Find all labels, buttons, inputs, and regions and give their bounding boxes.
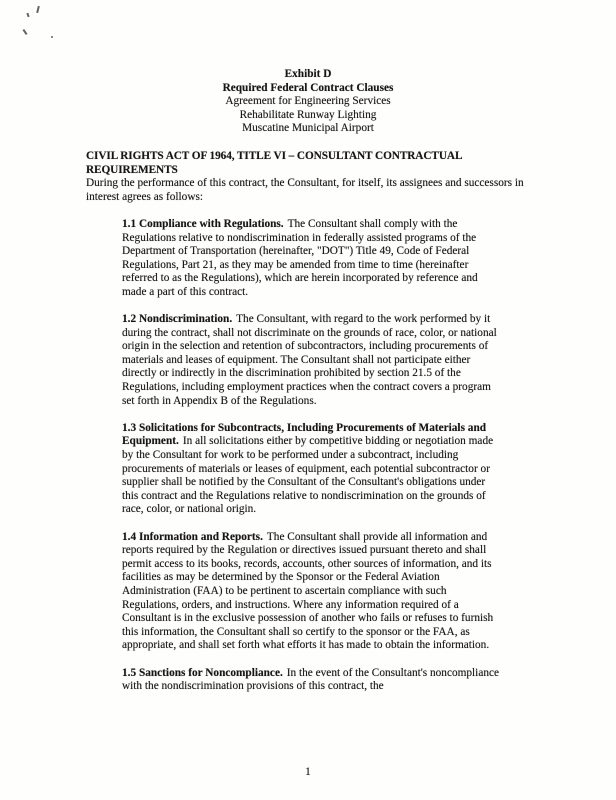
clause-lead: 1.1 Compliance with Regulations.: [122, 217, 284, 230]
clause-lead: 1.3 Solicitations for Subcontracts, Including Procurements of Materials and Equipment.: [122, 421, 487, 448]
scan-artifact-mark: [26, 13, 29, 17]
header-location-line: Muscatine Municipal Airport: [242, 122, 374, 135]
clause-lead: 1.2 Nondiscrimination.: [122, 313, 233, 326]
clause-paragraph: [122, 531, 530, 653]
clause-paragraph: [122, 667, 530, 694]
clause-text: In all solicitations either by competitive bidding or negotiation made by the Consultant for work to be performed under a subcontract, including procurements of materials or leases of equipment, each potential subcontractor or supplier shall be notified by the Consultant of the Consultant's obligations under this contract and the Regulations relative to nondiscrimination on the grounds of race, color, or national origin.: [122, 435, 494, 516]
clause-text: The Consultant shall comply with the Regulations relative to nondiscrimination in federally assisted programs of the Department of Transportation (hereinafter, "DOT") Title 49, Code of Federal Regulations, Part 21, as they may be amended from time to time (hereinafter referred to as the Regulations), which are herein incorporated by reference and made a part of this contract.: [122, 217, 478, 298]
scan-artifact-mark: [22, 29, 27, 35]
page-number: 1: [305, 766, 311, 779]
clauses-list: [86, 218, 530, 694]
clause-text: The Consultant shall provide all information and reports required by the Regulation or directives issued pursuant thereto and shall permit access to its books, records, accounts, other sources of information, and its facilities as may be determined by the Sponsor or the Federal Aviation Administration (FAA) to be pertinent to ascertain compliance with such Regulations, orders, and instructions. Where any information required of a Consultant is in the exclusive possession of another who fails or refuses to furnish this information, the Consultant shall so certify to the sponsor or the FAA, as appropriate, and shall set forth what efforts it has made to obtain the information.: [122, 530, 494, 652]
header-exhibit-title: Exhibit D: [284, 68, 332, 80]
clause-lead: 1.4 Information and Reports.: [122, 530, 263, 543]
clause-text: The Consultant, with regard to the work performed by it during the contract, shall not discriminate on the grounds of race, color, or national origin in the selection and retention of subcontractors, including procurements of materials and leases of equipment. The Consultant shall not participate either directly or indirectly in the discrimination prohibited by section 21.5 of the Regulations, including employment practices when the contract covers a program set forth in Appendix B of the Regulations.: [122, 313, 497, 407]
clause-lead: 1.5 Sanctions for Noncompliance.: [122, 666, 283, 679]
clause-text: In the event of the Consultant's noncompliance with the nondiscrimination provisions of this contract, the: [122, 666, 500, 693]
scan-artifact-mark: [36, 6, 40, 13]
section-heading: CIVIL RIGHTS ACT OF 1964, TITLE VI – CONSULTANT CONTRACTUAL REQUIREMENTS: [86, 149, 462, 176]
clause-paragraph: [122, 422, 530, 517]
scan-artifact-mark: [51, 36, 53, 38]
header-document-title: Required Federal Contract Clauses: [222, 81, 394, 94]
header-agreement-line: Agreement for Engineering Services: [225, 95, 391, 108]
intro-paragraph: During the performance of this contract, the Consultant, for itself, its assignees and successors in interest agrees as follows:: [86, 177, 524, 203]
clause-paragraph: [122, 313, 530, 408]
clause-paragraph: [122, 218, 530, 300]
document-header: [86, 68, 530, 136]
header-project-line: Rehabilitate Runway Lighting: [239, 108, 377, 121]
